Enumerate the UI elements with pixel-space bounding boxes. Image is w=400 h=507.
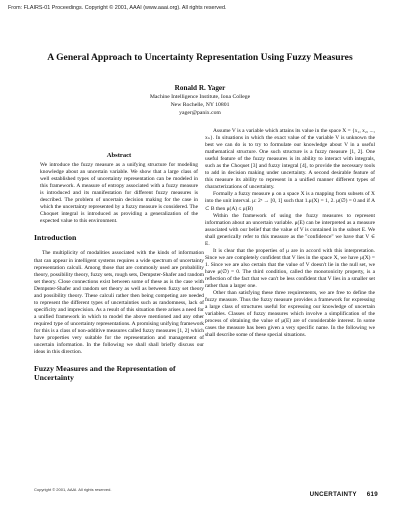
introduction-heading: Introduction xyxy=(34,233,77,243)
right-column xyxy=(205,128,375,339)
author-block xyxy=(0,83,400,118)
abstract-text: We introduce the fuzzy measure as a unifying structure for modeling knowledge about an uncertain variable. We show that a large class of well established types of uncertainty representation can be modeled in this framework. A measure of entropy associated with a fuzzy measure is introduced and its manifestation for different fuzzy measures is described. The problem of uncertain decision making for the case in which the uncertainty represented by a fuzzy measure is considered. The Choquet integral is introduced as providing a generalization of the expected value to this environment. xyxy=(40,162,198,225)
abstract-section xyxy=(34,152,204,225)
body-paragraph: Other than satisfying these three requirements, we are free to define the fuzzy measure. Thus the fuzzy measure provides a framework for expressing a large class of structures useful for expressing our knowledge of uncertain variables. Classes of fuzzy measures which involve a simplification of the process of obtaining the value of μ(E) are of considerable interest. In some cases the measure has been given a very specific name. In the following we shall describe some of these special situations. xyxy=(205,290,375,339)
author-email: yager@panix.com xyxy=(179,110,221,117)
source-note: From: FLAIRS-01 Proceedings. Copyright © 2001, AAAI (www.aaai.org). All rights reserved. xyxy=(8,5,227,11)
abstract-heading: Abstract xyxy=(106,152,132,159)
footer-section: UNCERTAINTY xyxy=(309,491,357,498)
body-paragraph: It is clear that the properties of μ are in accord with this interpretation. Since we are completely confident that V lies in the space X, we have μ(X) = 1. Since we are also certain that the value of V doesn't lie in the null set, we have μ(∅) = 0. The third condition, called the monotonicity property, is a reflection of the fact that we can't be less confident that V lies in a smaller set rather than a larger one. xyxy=(205,247,375,290)
page-footer xyxy=(310,491,378,498)
copyright-note: Copyright © 2001, AAAI. All rights reserved. xyxy=(34,487,112,492)
body-paragraph: Assume V is a variable which attains its value in the space X = {x₁, x₂, ..., xₙ}. In situations in which the exact value of the variable V is unknown the best we can do is to try to formulate our knowledge about V in a useful mathematical structure. One such structure is a fuzzy measure [1, 2]. One useful feature of the fuzzy measures is its ability to interact with integrals, such as the Choquet [3] and fuzzy integral [4], to provide the necessary tools to add in decision making under uncertainty. A second desirable feature of this measure its ability to represent in a unified manner different types of characterizations of uncertainty. xyxy=(205,128,375,191)
body-paragraph: Formally a fuzzy measure μ on a space X is a mapping from subsets of X into the unit interval. μ: 2ˣ → [0, 1] such that 1.μ(X) = 1, 2. μ(∅) = 0 and if A ⊂ B then μ(A) ≤ μ(B) xyxy=(205,191,375,212)
body-paragraph: Within the framework of using the fuzzy measures to represent information about an uncertain variable. μ(E) can be interpreted as a measure associated with our belief that the value of V is contained in the subset E. We shall generically refer to this measure as the "confidence" we have that V ∈ E. xyxy=(205,212,375,247)
author-affiliation: Machine Intelligence Institute, Iona College xyxy=(149,94,251,100)
paper-title: A General Approach to Uncertainty Representation Using Fuzzy Measures xyxy=(47,52,353,63)
introduction-paragraph: The multiplicity of modalities associated with the kinds of information that can appear in intelligent systems requires a wide spectrum of uncertainty representation calculi. Among those that are commonly used are probability theory, possibility theory, fuzzy sets, rough sets, Dempster-Shafer and random set theory. Close connections exist between some of these as is the case with Dempster-Shafer and random set theory as well as between fuzzy set theory and possibility theory. These calculi rather then being competing are needed to represent the different types of uncertainties such as randomness, lack of specificity and imprecision. As a result of this situation there arises a need for a unified framework in which to model the above mentioned and any other required type of uncertainty representations. A promising unifying framework for this is a class of non-additive measures called fuzzy measures [1, 2] which have properties very suitable for the representation and management of uncertain information. In the following we shall shall briefly discuss our ideas in this direction. xyxy=(34,250,204,356)
author-name: Ronald R. Yager xyxy=(174,84,226,92)
left-column xyxy=(34,152,204,382)
section-heading: Fuzzy Measures and the Representation of Uncertainty xyxy=(34,364,176,383)
page-number: 619 xyxy=(366,491,378,498)
author-location: New Rochelle, NY 10801 xyxy=(170,102,230,109)
